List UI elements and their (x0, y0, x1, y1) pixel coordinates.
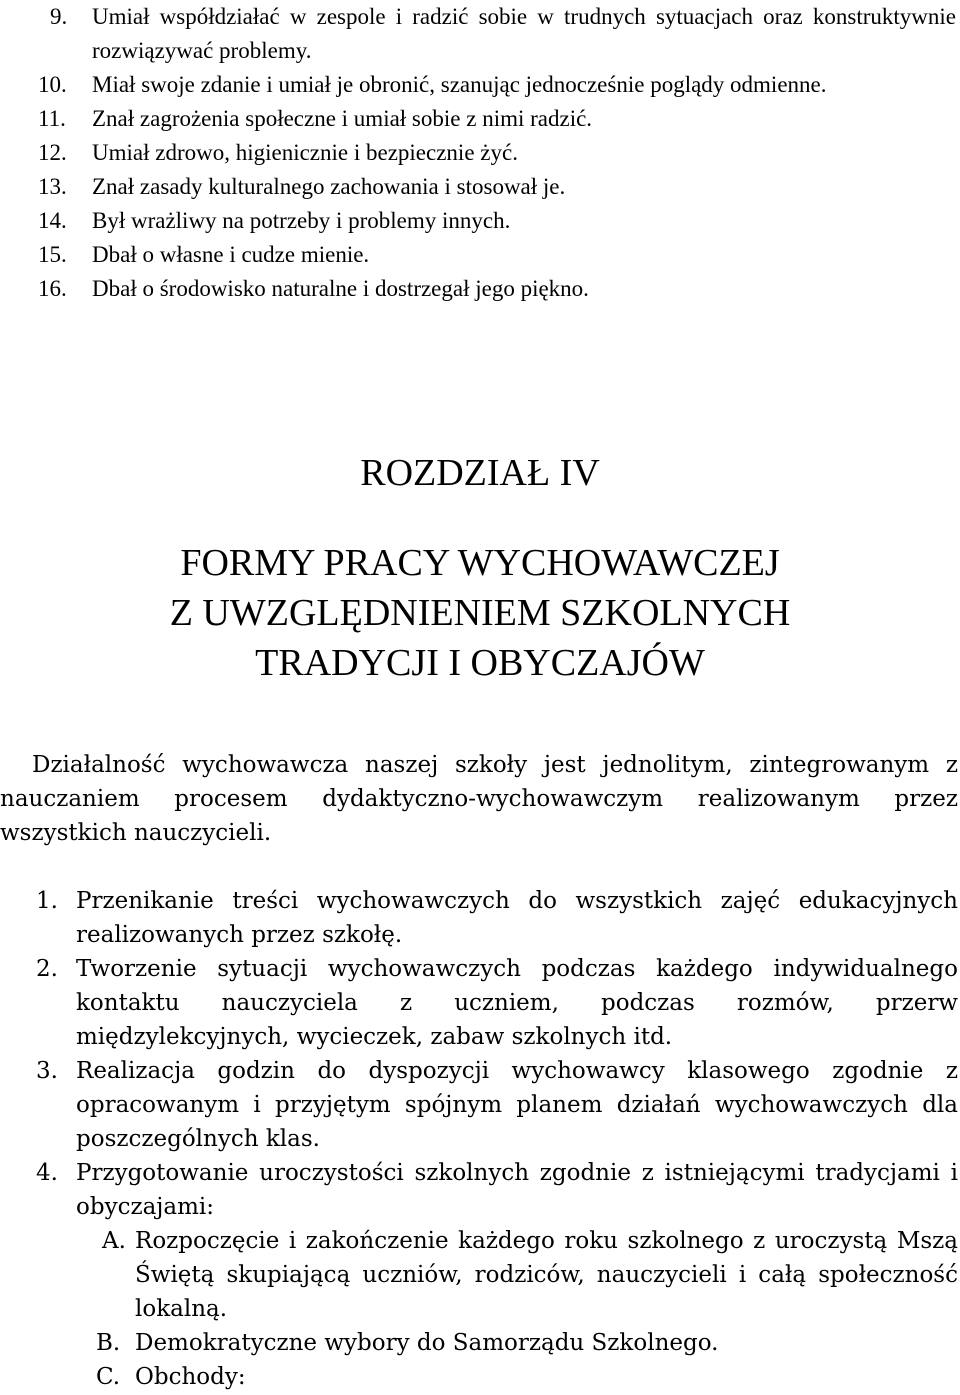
chapter-title-line: Z UWZGLĘDNIENIEM SZKOLNYCH (169, 592, 791, 634)
sublist-item (76, 1360, 958, 1394)
list-item-number: 16. (38, 276, 67, 301)
list-item-number: 3. (36, 1058, 58, 1084)
list-item (0, 238, 958, 272)
list-item-text: Tworzenie sytuacji wychowawczych podczas każdego indywidualnego kontaktu nauczyciela z uczniem, podczas rozmów, przerw międzylekcyjnych, wycieczek, zabaw szkolnych itd. (76, 956, 958, 1050)
competencies-list (0, 0, 958, 306)
chapter-title-heading (0, 538, 960, 688)
list-item (0, 136, 958, 170)
chapter-title-line: FORMY PRACY WYCHOWAWCZEJ (180, 542, 780, 584)
chapter-number-heading: ROZDZIAŁ IV (360, 452, 600, 494)
list-item (0, 952, 958, 1054)
list-item-text: Realizacja godzin do dyspozycji wychowawcy klasowego zgodnie z opracowanym i przyjętym spójnym planem działań wychowawczych dla poszczególnych klas. (76, 1058, 958, 1152)
list-item-text: Znał zasady kulturalnego zachowania i stosował je. (92, 174, 566, 199)
list-item-number: 15. (38, 242, 67, 267)
sublist-item-letter: B. (96, 1330, 121, 1356)
list-item (0, 170, 958, 204)
list-item-number: 11. (38, 106, 66, 131)
list-item-number: 4. (36, 1160, 58, 1186)
sublist-item-letter: A. (102, 1228, 126, 1254)
list-item (0, 204, 958, 238)
list-item (0, 0, 958, 68)
sublist-item (76, 1326, 958, 1360)
list-item-number: 13. (38, 174, 67, 199)
sublist-item (76, 1224, 958, 1326)
list-item-number: 12. (38, 140, 67, 165)
list-item-text: Umiał zdrowo, higienicznie i bezpiecznie żyć. (92, 140, 518, 165)
list-item-text: Przygotowanie uroczystości szkolnych zgodnie z istniejącymi tradycjami i obyczajami: (76, 1160, 958, 1220)
list-item (0, 884, 958, 952)
list-item-number: 10. (38, 72, 67, 97)
list-item-number: 9. (50, 4, 68, 29)
sublist-item-text: Demokratyczne wybory do Samorządu Szkolnego. (135, 1330, 719, 1356)
list-item-text: Umiał współdziałać w zespole i radzić sobie w trudnych sytuacjach oraz konstruktywnie rozwiązywać problemy. (92, 4, 956, 63)
list-item (0, 1054, 958, 1156)
list-item-text: Dbał o środowisko naturalne i dostrzegał jego piękno. (92, 276, 589, 301)
sublist-item-text: Obchody: (135, 1364, 246, 1390)
sublist-item-text: Rozpoczęcie i zakończenie każdego roku szkolnego z uroczystą Mszą Świętą skupiającą uczniów, rodziców, nauczycieli i całą społeczność lokalną. (135, 1228, 958, 1322)
list-item-text: Miał swoje zdanie i umiał je obronić, szanując jednocześnie poglądy odmienne. (92, 72, 827, 97)
intro-paragraph: Działalność wychowawcza naszej szkoły jest jednolitym, zintegrowanym z nauczaniem procesem dydaktyczno-wychowawczym realizowanym przez wszystkich nauczycieli. (0, 752, 958, 846)
work-forms-list (0, 884, 958, 1394)
list-item-number: 1. (36, 888, 58, 914)
list-item-text: Znał zagrożenia społeczne i umiał sobie z nimi radzić. (92, 106, 593, 131)
list-item-text: Był wrażliwy na potrzeby i problemy innych. (92, 208, 511, 233)
list-item (0, 272, 958, 306)
list-item (0, 1156, 958, 1394)
list-item (0, 102, 958, 136)
list-item-text: Dbał o własne i cudze mienie. (92, 242, 370, 267)
list-item-number: 14. (38, 208, 67, 233)
sublist-item-letter: C. (96, 1364, 121, 1390)
list-item-number: 2. (36, 956, 58, 982)
list-item-text: Przenikanie treści wychowawczych do wszystkich zajęć edukacyjnych realizowanych przez szkołę. (76, 888, 958, 948)
ceremonies-sublist (76, 1224, 958, 1394)
list-item (0, 68, 958, 102)
chapter-title-line: TRADYCJI I OBYCZAJÓW (255, 642, 705, 684)
